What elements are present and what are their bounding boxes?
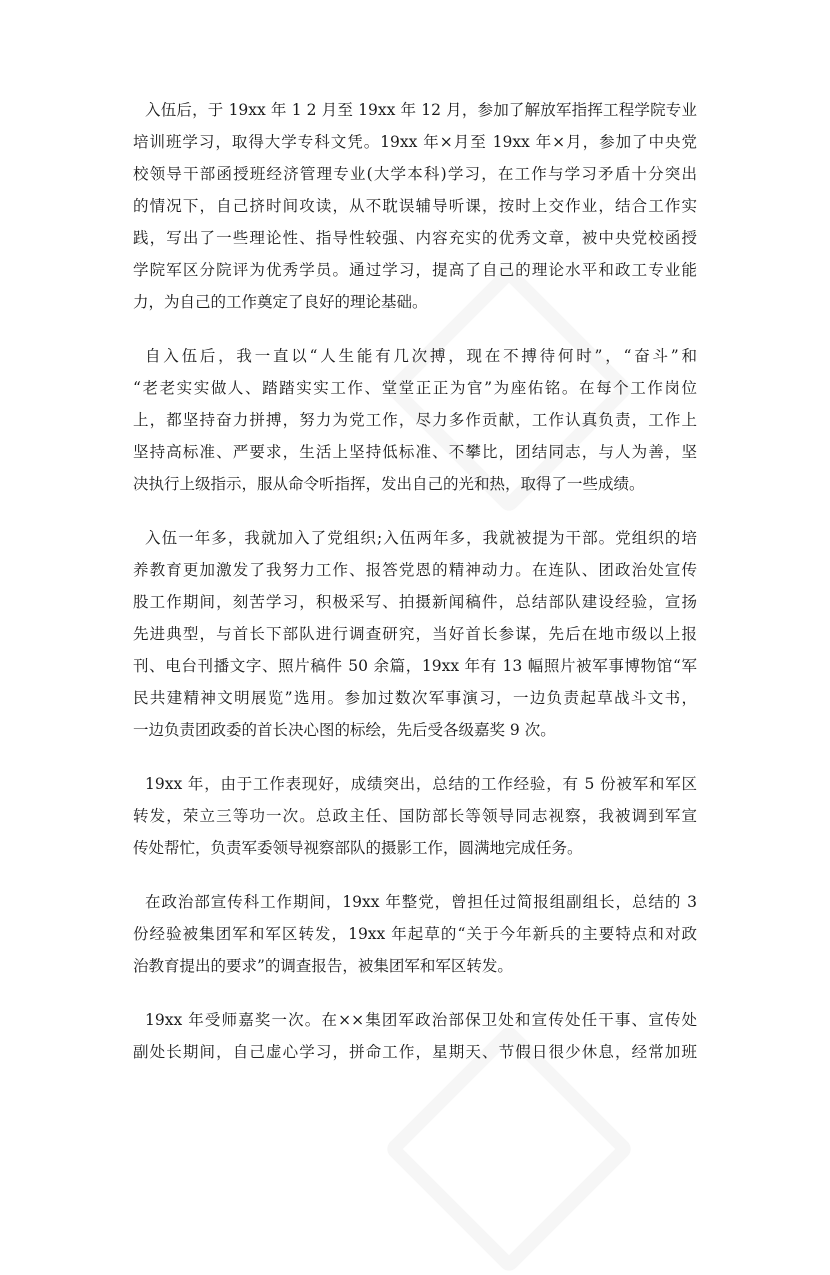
- text-line: “老老实实做人、踏踏实实工作、堂堂正正为官”为座佑铭。在每个工作岗位: [133, 379, 697, 397]
- paragraph: [133, 886, 697, 982]
- text-line: 决执行上级指示，服从命令听指挥，发出自己的光和热，取得了一些成绩。: [133, 475, 645, 493]
- text-line: 传处帮忙，负责军委领导视察部队的摄影工作，圆满地完成任务。: [133, 839, 583, 857]
- paragraph: [133, 340, 697, 500]
- text-line: 副处长期间，自己虚心学习，拼命工作，星期天、节假日很少休息，经常加班: [133, 1043, 697, 1061]
- text-line: 刊、电台刊播文字、照片稿件 50 余篇，19xx 年有 13 幅照片被军事博物馆“军: [133, 657, 697, 675]
- text-line: 上，都坚持奋力拼搏，努力为党工作，尽力多作贡献，工作认真负责，工作上: [133, 411, 697, 429]
- document-body: [133, 94, 697, 1090]
- text-line: 19xx 年，由于工作表现好，成绩突出，总结的工作经验，有 5 份被军和军区: [145, 775, 697, 793]
- text-line: 份经验被集团军和军区转发，19xx 年起草的“关于今年新兵的主要特点和对政: [133, 925, 697, 943]
- text-line: 力，为自己的工作奠定了良好的理论基础。: [133, 293, 428, 311]
- paragraph: [133, 1004, 697, 1068]
- text-line: 民共建精神文明展览”选用。参加过数次军事演习，一边负责起草战斗文书，: [133, 689, 697, 707]
- text-line: 股工作期间，刻苦学习，积极采写、拍摄新闻稿件，总结部队建设经验，宣扬: [133, 593, 697, 611]
- text-line: 的情况下，自己挤时间攻读，从不耽误辅导听课，按时上交作业，结合工作实: [133, 197, 697, 215]
- text-line: 入伍一年多，我就加入了党组织;入伍两年多，我就被提为干部。党组织的培: [145, 529, 697, 547]
- paragraph: [133, 94, 697, 318]
- text-line: 践，写出了一些理论性、指导性较强、内容充实的优秀文章，被中央党校函授: [133, 229, 697, 247]
- text-line: 自入伍后，我一直以“人生能有几次搏，现在不搏待何时”，“奋斗”和: [145, 347, 697, 365]
- text-line: 在政治部宣传科工作期间，19xx 年整党，曾担任过简报组副组长，总结的 3: [145, 893, 697, 911]
- text-line: 养教育更加激发了我努力工作、报答党恩的精神动力。在连队、团政治处宣传: [133, 561, 697, 579]
- text-line: 先进典型，与首长下部队进行调查研究，当好首长参谋，先后在地市级以上报: [133, 625, 697, 643]
- text-line: 入伍后，于 19xx 年 1 2 月至 19xx 年 12 月，参加了解放军指挥工程学院专业: [145, 101, 697, 119]
- paragraph: [133, 522, 697, 746]
- text-line: 治教育提出的要求”的调查报告，被集团军和军区转发。: [133, 957, 513, 975]
- text-line: 校领导干部函授班经济管理专业(大学本科)学习，在工作与学习矛盾十分突出: [133, 165, 697, 183]
- text-line: 转发，荣立三等功一次。总政主任、国防部长等领导同志视察，我被调到军宣: [133, 807, 697, 825]
- text-line: 19xx 年受师嘉奖一次。在××集团军政治部保卫处和宣传处任干事、宣传处: [145, 1011, 697, 1029]
- text-line: 培训班学习，取得大学专科文凭。19xx 年×月至 19xx 年×月，参加了中央党: [133, 133, 697, 151]
- text-line: 坚持高标准、严要求，生活上坚持低标准、不攀比，团结同志，与人为善，坚: [133, 443, 697, 461]
- text-line: 学院军区分院评为优秀学员。通过学习，提高了自己的理论水平和政工专业能: [133, 261, 697, 279]
- text-line: 一边负责团政委的首长决心图的标绘，先后受各级嘉奖 9 次。: [133, 721, 556, 739]
- paragraph: [133, 768, 697, 864]
